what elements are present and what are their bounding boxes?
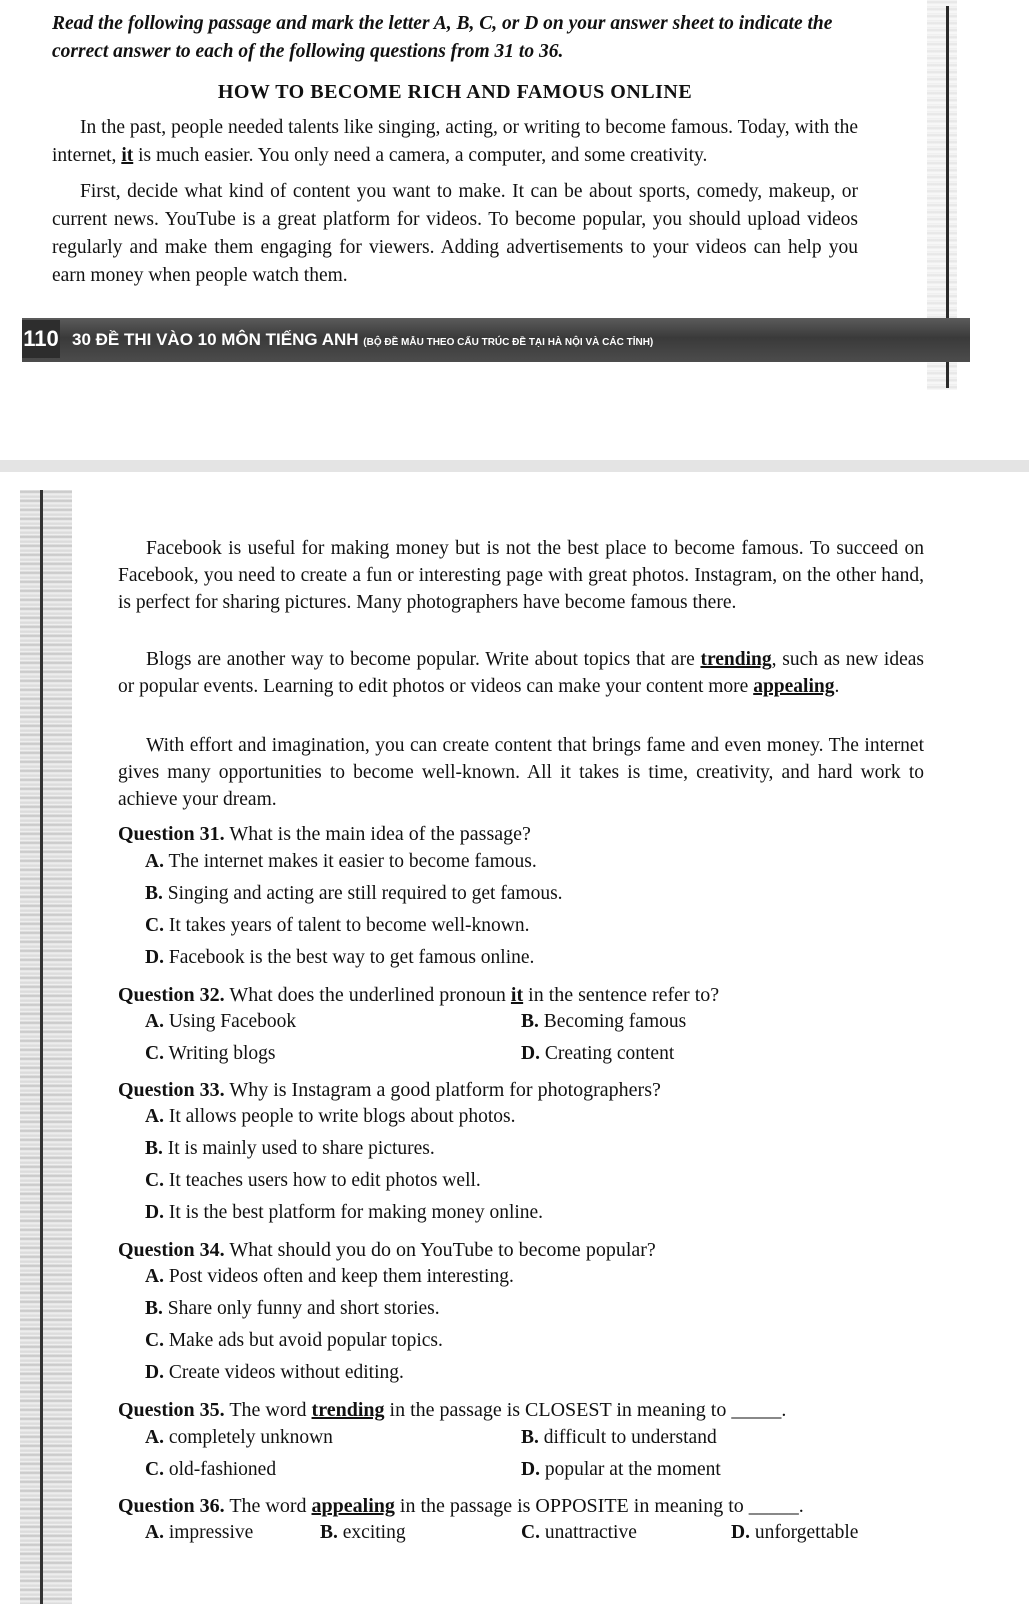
paragraph-1 — [52, 114, 858, 170]
paragraph-3: Facebook is useful for making money but is not the best place to become famous. To succeed on Facebook, you need to create a fun or interesting page with great photos. Instagram, on the other hand, is perfect for sharing pictures. Many photographers have become famous there. — [118, 538, 924, 613]
question-33-option-b[interactable] — [145, 1135, 435, 1163]
option-text: Post videos often and keep them interesting. — [168, 1266, 514, 1287]
question-36-option-c[interactable] — [521, 1519, 637, 1547]
option-text: completely unknown — [168, 1427, 333, 1448]
option-text: unforgettable — [754, 1522, 859, 1543]
paragraph-4-part-3: . — [834, 676, 840, 697]
question-35-label: Question 35. — [118, 1399, 225, 1421]
question-32-option-a[interactable] — [145, 1008, 296, 1036]
question-33-stem — [118, 1076, 661, 1104]
option-text: It is mainly used to share pictures. — [167, 1138, 435, 1159]
page-banner — [22, 318, 970, 362]
paragraph-5: With effort and imagination, you can create content that brings fame and even money. The internet gives many opportunities to become well-known. All it takes is time, creativity, and hard work to achieve your dream. — [118, 735, 924, 810]
option-letter: C. — [145, 915, 164, 936]
option-letter: A. — [145, 851, 164, 872]
page-number: 110 — [22, 320, 60, 358]
question-34-option-b[interactable] — [145, 1295, 440, 1323]
option-letter: B. — [320, 1522, 338, 1543]
option-text: Creating content — [544, 1043, 675, 1064]
question-32-option-d[interactable] — [521, 1040, 674, 1068]
question-36-option-b[interactable] — [320, 1519, 406, 1547]
question-36-blank: _____. — [748, 1495, 804, 1517]
question-32-option-c[interactable] — [145, 1040, 276, 1068]
question-31-text: What is the main idea of the passage? — [229, 823, 531, 845]
option-text: old-fashioned — [168, 1459, 277, 1480]
option-letter: A. — [145, 1427, 164, 1448]
question-33-option-c[interactable] — [145, 1167, 481, 1195]
option-letter: B. — [521, 1427, 539, 1448]
scan-binding-shadow — [20, 490, 72, 1604]
option-letter: C. — [145, 1330, 164, 1351]
question-31-stem — [118, 820, 531, 848]
book-title: 30 ĐỀ THI VÀO 10 MÔN TIẾNG ANH — [72, 330, 359, 349]
option-text: It teaches users how to edit photos well. — [168, 1170, 481, 1191]
paragraph-2: First, decide what kind of content you want to make. It can be about sports, comedy, makeup, or current news. YouTube is a great platform for videos. To become popular, you should upload videos regularly and make them engaging for viewers. Adding advertisements to your videos can help you earn money when people watch them. — [52, 181, 858, 286]
paragraph-4-part-2: , such as new ideas or popular events. Learning to edit photos or videos can make your content more — [118, 649, 924, 697]
question-35-text-2: in the passage is CLOSEST in meaning to — [384, 1399, 732, 1421]
option-letter: B. — [145, 1298, 163, 1319]
underlined-trending: trending — [700, 649, 772, 670]
question-34-text: What should you do on YouTube to become popular? — [229, 1239, 656, 1261]
paragraph-4-part-1: Blogs are another way to become popular. Write about topics that are — [146, 649, 701, 670]
option-letter: A. — [145, 1266, 164, 1287]
question-32-text-2: in the sentence refer to? — [523, 984, 720, 1006]
option-text: Becoming famous — [543, 1011, 687, 1032]
paragraph-1-part-2: is much easier. You only need a camera, a computer, and some creativity. — [133, 145, 708, 166]
option-letter: C. — [145, 1170, 164, 1191]
paragraph-4 — [118, 646, 924, 700]
question-35-underlined-word: trending — [311, 1399, 385, 1421]
option-letter: D. — [521, 1459, 540, 1480]
book-subtitle: (BỘ ĐỀ MẪU THEO CẤU TRÚC ĐỀ TẠI HÀ NỘI VÀ CÁC TỈNH) — [363, 337, 654, 348]
question-36-option-a[interactable] — [145, 1519, 253, 1547]
question-31-option-b[interactable] — [145, 880, 563, 908]
option-letter: A. — [145, 1522, 164, 1543]
option-letter: D. — [521, 1043, 540, 1064]
binding-edge-line — [40, 490, 43, 1604]
question-35-text-1: The word — [229, 1399, 312, 1421]
option-letter: B. — [521, 1011, 539, 1032]
question-36-underlined-word: appealing — [311, 1495, 395, 1517]
question-34-option-a[interactable] — [145, 1263, 514, 1291]
question-31-option-c[interactable] — [145, 912, 529, 940]
question-33-option-a[interactable] — [145, 1103, 515, 1131]
option-text: Writing blogs — [168, 1043, 276, 1064]
question-36-stem — [118, 1492, 804, 1520]
option-text: It takes years of talent to become well-known. — [168, 915, 530, 936]
question-32-label: Question 32. — [118, 984, 225, 1006]
question-36-text-2: in the passage is OPPOSITE in meaning to — [394, 1495, 749, 1517]
page-gap — [0, 460, 1029, 472]
question-32-underlined-it: it — [510, 984, 524, 1006]
question-32-stem — [118, 981, 719, 1009]
option-text: Make ads but avoid popular topics. — [168, 1330, 443, 1351]
question-34-label: Question 34. — [118, 1239, 225, 1261]
option-text: Using Facebook — [168, 1011, 297, 1032]
question-31-option-d[interactable] — [145, 944, 534, 972]
question-36-text-1: The word — [229, 1495, 312, 1517]
option-text: popular at the moment — [544, 1459, 721, 1480]
question-33-label: Question 33. — [118, 1079, 225, 1101]
question-35-option-a[interactable] — [145, 1424, 333, 1452]
option-letter: B. — [145, 1138, 163, 1159]
underlined-it: it — [121, 145, 134, 166]
option-text: exciting — [342, 1522, 406, 1543]
question-36-label: Question 36. — [118, 1495, 225, 1517]
option-text: unattractive — [544, 1522, 637, 1543]
option-letter: D. — [145, 1202, 164, 1223]
option-text: Facebook is the best way to get famous online. — [168, 947, 535, 968]
option-letter: A. — [145, 1011, 164, 1032]
question-36-option-d[interactable] — [731, 1519, 858, 1547]
passage-title: HOW TO BECOME RICH AND FAMOUS ONLINE — [217, 81, 693, 103]
option-text: difficult to understand — [543, 1427, 717, 1448]
question-35-option-b[interactable] — [521, 1424, 717, 1452]
option-text: Share only funny and short stories. — [167, 1298, 440, 1319]
question-33-option-d[interactable] — [145, 1199, 543, 1227]
question-35-stem — [118, 1396, 786, 1424]
paragraph-1-part-1: In the past, people needed talents like singing, acting, or writing to become famous. Today, with the internet, — [52, 117, 858, 166]
question-31-option-a[interactable] — [145, 848, 537, 876]
option-letter: C. — [145, 1043, 164, 1064]
option-letter: D. — [145, 947, 164, 968]
option-text: Create videos without editing. — [168, 1362, 404, 1383]
question-35-blank: _____. — [731, 1399, 787, 1421]
option-text: The internet makes it easier to become famous. — [168, 851, 537, 872]
question-33-text: Why is Instagram a good platform for photographers? — [229, 1079, 661, 1101]
question-31-label: Question 31. — [118, 823, 225, 845]
option-text: It allows people to write blogs about photos. — [168, 1106, 516, 1127]
option-text: impressive — [168, 1522, 254, 1543]
question-34-option-c[interactable] — [145, 1327, 443, 1355]
underlined-appealing: appealing — [753, 676, 835, 697]
question-32-option-b[interactable] — [521, 1008, 686, 1036]
option-letter: B. — [145, 883, 163, 904]
question-34-option-d[interactable] — [145, 1359, 404, 1387]
option-text: Singing and acting are still required to get famous. — [167, 883, 563, 904]
question-32-text-1: What does the underlined pronoun — [229, 984, 511, 1006]
option-text: It is the best platform for making money online. — [168, 1202, 544, 1223]
option-letter: A. — [145, 1106, 164, 1127]
instructions: Read the following passage and mark the letter A, B, C, or D on your answer sheet to indicate the correct answer to each of the following questions from 31 to 36. — [52, 13, 833, 62]
option-letter: D. — [145, 1362, 164, 1383]
question-34-stem — [118, 1236, 656, 1264]
question-35-option-d[interactable] — [521, 1456, 721, 1484]
question-35-option-c[interactable] — [145, 1456, 276, 1484]
option-letter: C. — [521, 1522, 540, 1543]
option-letter: C. — [145, 1459, 164, 1480]
banner-title — [72, 318, 653, 362]
option-letter: D. — [731, 1522, 750, 1543]
top-page — [0, 0, 1029, 460]
